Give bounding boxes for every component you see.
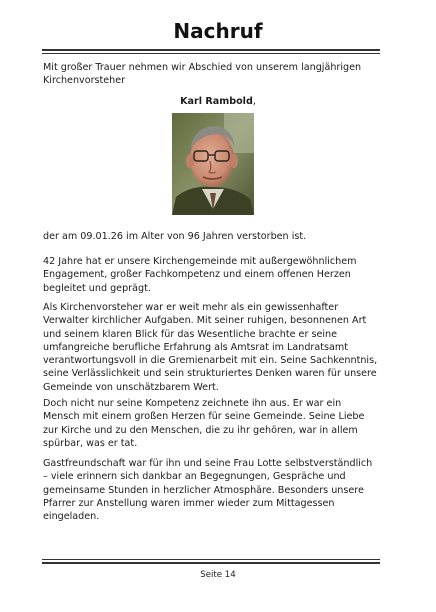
portrait-illustration: [172, 113, 254, 215]
person-name: Karl Rambold: [180, 96, 253, 107]
paragraph-death-notice: der am 09.01.26 im Alter von 96 Jahren verstorben ist.: [43, 231, 307, 242]
portrait-photo: [172, 113, 254, 215]
paragraph-character: Doch nicht nur seine Kompetenz zeichnete ihn aus. Er war ein Mensch mit einem großen Herzen für seine Gemeinde. Seine Liebe zur Kirche und zu den Menschen, die zu ihr gehören, war in allem spürbar, was er tat.: [43, 398, 365, 449]
footer-divider: [42, 559, 380, 564]
title-divider: [42, 49, 380, 54]
paragraph-years-service: 42 Jahre hat er unsere Kirchengemeinde mit außergewöhnlichem Engagement, großer Fachkompetenz und einem offenen Herzen begleitet und geprägt.: [43, 256, 357, 294]
page-number: Seite 14: [200, 570, 236, 580]
paragraph-church-warden-role: Als Kirchenvorsteher war er weit mehr als ein gewissenhafter Verwalter kirchlicher Aufgaben. Mit seiner ruhigen, besonnenen Art und seinem klaren Blick für das Wesentliche brachte er seine umfangreiche berufliche Erfahrung als Amtsrat im Landratsamt verantwortungsvoll in die Gremienarbeit mit ein. Seine Sachkenntnis, seine Verlässlichkeit und sein strukturiertes Denken waren für unsere Gemeinde von unschätzbarem Wert.: [43, 302, 378, 393]
person-name-suffix: ,: [252, 96, 256, 107]
intro-paragraph: Mit großer Trauer nehmen wir Abschied von unserem langjährigen Kirchenvorsteher: [43, 62, 362, 87]
page-title: Nachruf: [173, 19, 263, 43]
person-name-line: [0, 95, 436, 108]
paragraph-hospitality: Gastfreundschaft war für ihn und seine Frau Lotte selbstverständlich – viele erinnern sich dankbar an Begegnungen, Gespräche und gemeinsame Stunden in herzlicher Atmosphäre. Besonders unsere Pfarrer zur Anstellung waren immer wieder zum Mittagessen eingeladen.: [43, 458, 373, 523]
